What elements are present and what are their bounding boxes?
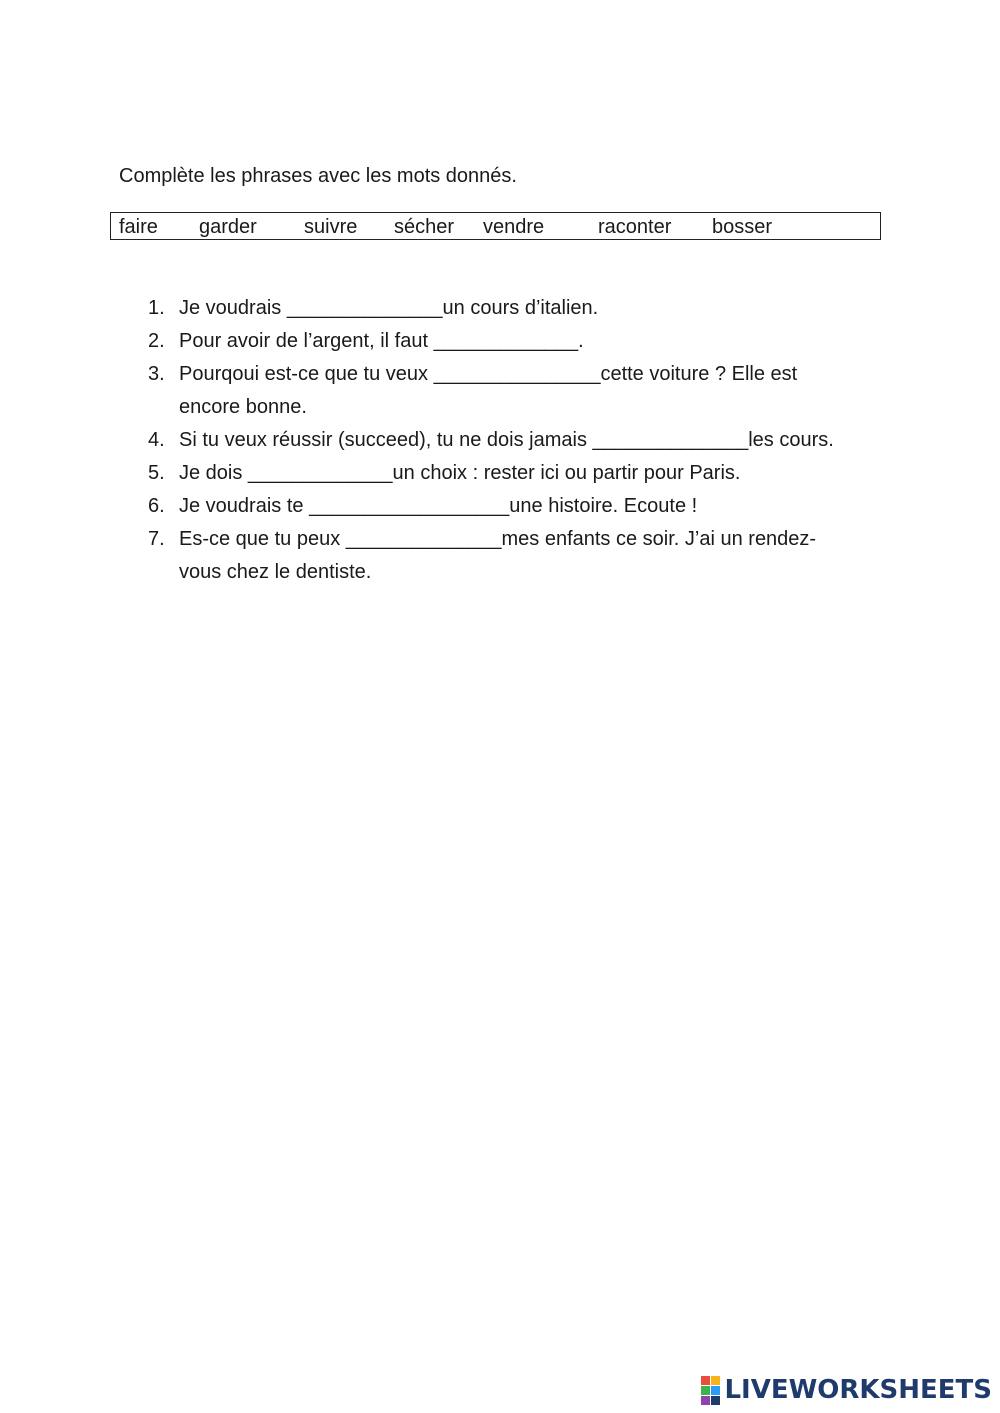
word-bank-item: faire: [119, 216, 158, 238]
instruction-text: Complète les phrases avec les mots donnés.: [119, 165, 517, 187]
logo-square: [711, 1396, 720, 1405]
item-number: 7.: [148, 528, 165, 550]
word-bank-item: vendre: [483, 216, 545, 238]
word-bank: [110, 212, 881, 240]
word-bank-item: suivre: [304, 216, 358, 238]
sentence-line: vous chez le dentiste.: [179, 561, 372, 583]
item-number: 1.: [148, 297, 165, 319]
liveworksheets-logo: [701, 1375, 992, 1405]
sentence-line: Je dois _____________un choix : rester ici ou partir pour Paris.: [179, 462, 741, 484]
exercise-list: [148, 292, 878, 589]
exercise-item: [148, 490, 878, 523]
word-bank-item: bosser: [712, 216, 773, 238]
word-bank-item: raconter: [598, 216, 672, 238]
item-number: 3.: [148, 363, 165, 385]
item-number: 2.: [148, 330, 165, 352]
sentence-line: Si tu veux réussir (succeed), tu ne dois jamais ______________les cours.: [179, 429, 834, 451]
item-number: 4.: [148, 429, 165, 451]
logo-square: [701, 1386, 710, 1395]
word-bank-item: sécher: [394, 216, 455, 238]
sentence-line: Pourqoui est-ce que tu veux _______________cette voiture ? Elle est: [179, 363, 798, 385]
exercise-item: [148, 424, 878, 457]
logo-square: [711, 1386, 720, 1395]
sentence-line: Je voudrais te __________________une histoire. Ecoute !: [179, 495, 698, 517]
sentence-line: Je voudrais ______________un cours d’italien.: [179, 297, 599, 319]
item-number: 6.: [148, 495, 165, 517]
logo-square: [711, 1376, 720, 1385]
logo-text: LIVEWORKSHEETS: [724, 1375, 992, 1405]
exercise-item: [148, 523, 878, 589]
sentence-line: Pour avoir de l’argent, il faut _____________.: [179, 330, 584, 352]
sentence-line: Es-ce que tu peux ______________mes enfants ce soir. J’ai un rendez-: [179, 528, 817, 550]
exercise-item: [148, 457, 878, 490]
word-bank-item: garder: [199, 216, 257, 238]
exercise-item: [148, 358, 878, 424]
logo-square: [701, 1376, 710, 1385]
exercise-item: [148, 292, 878, 325]
logo-mark-icon: [701, 1376, 720, 1405]
sentence-line: encore bonne.: [179, 396, 307, 418]
exercise-item: [148, 325, 878, 358]
logo-square: [701, 1396, 710, 1405]
item-number: 5.: [148, 462, 165, 484]
